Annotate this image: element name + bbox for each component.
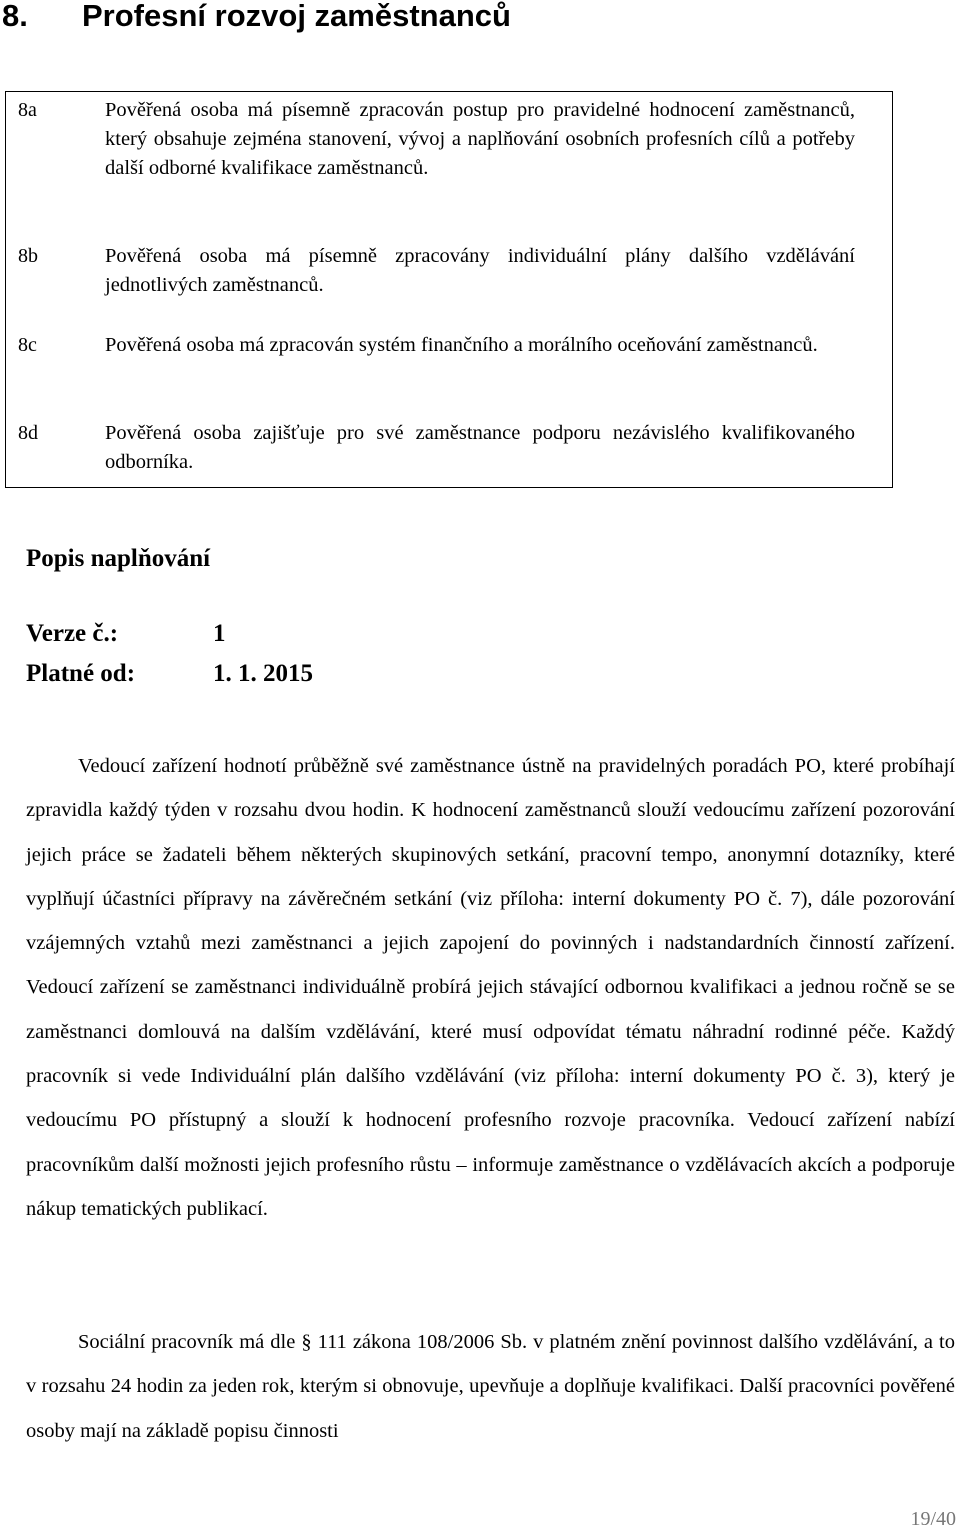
criterion-text: Pověřená osoba má zpracován systém finančního a morálního oceňování zaměstnanců. [105, 334, 818, 356]
version-value: 1 [213, 620, 226, 647]
criterion-text: Pověřená osoba zajišťuje pro své zaměstnance podporu nezávislého kvalifikovaného odborníka. [105, 422, 855, 473]
criterion-code: 8d [18, 422, 38, 444]
criterion-code: 8c [18, 334, 37, 356]
criterion-text: Pověřená osoba má písemně zpracován postup pro pravidelné hodnocení zaměstnanců, který obsahuje zejména stanovení, vývoj a naplňování osobních profesních cílů a potřeby další odborné kvalifikace zaměstnanců. [105, 99, 855, 179]
section-title: Profesní rozvoj zaměstnanců [82, 0, 511, 33]
section-number: 8. [2, 0, 28, 33]
section-heading [2, 0, 511, 36]
body-paragraph: Vedoucí zařízení hodnotí průběžně své zaměstnance ústně na pravidelných poradách PO, které probíhají zpravidla každý týden v rozsahu dvou hodin. K hodnocení zaměstnanců slouží vedoucímu zařízení pozorování jejich práce se žadateli během některých skupinových setkání, pracovní tempo, anonymní dotazníky, které vyplňují účastníci přípravy na závěrečném setkání (viz příloha: interní dokumenty PO č. 7), dále pozorování vzájemných vztahů mezi zaměstnanci a jejich zapojení do povinných i nadstandardních činností zařízení. Vedoucí zařízení se zaměstnanci individuálně probírá jejich stávající odbornou kvalifikaci a jednou ročně se se zaměstnanci domlouvá na dalším vzdělávání, které musí odpovídat tématu náhradní rodinné péče. Každý pracovník si vede Individuální plán dalšího vzdělávání (viz příloha: interní dokumenty PO č. 3), který je vedoucímu PO přístupný a slouží k hodnocení profesního rozvoje pracovníka. Vedoucí zařízení nabízí pracovníkům další možnosti jejich profesního růstu – informuje zaměstnance o vzdělávacích akcích a podporuje nákup tematických publikací. [26, 755, 955, 1220]
body-paragraph: Sociální pracovník má dle § 111 zákona 108/2006 Sb. v platném znění povinnost dalšího vzdělávání, a to v rozsahu 24 hodin za jeden rok, kterým si obnovuje, upevňuje a doplňuje kvalifikaci. Další pracovníci pověřené osoby mají na základě popisu činnosti [26, 1331, 955, 1442]
valid-from-row [26, 658, 313, 690]
version-label: Verze č.: [26, 620, 119, 647]
criterion-text: Pověřená osoba má písemně zpracovány individuální plány dalšího vzdělávání jednotlivých zaměstnanců. [105, 245, 855, 296]
valid-from-label: Platné od: [26, 660, 136, 687]
criterion-code: 8a [18, 99, 37, 121]
description-heading: Popis naplňování [26, 545, 211, 572]
valid-from-value: 1. 1. 2015 [213, 660, 313, 687]
criteria-table [5, 91, 893, 488]
version-row [26, 618, 226, 650]
criterion-code: 8b [18, 245, 38, 267]
page-number: 19/40 [910, 1508, 956, 1530]
